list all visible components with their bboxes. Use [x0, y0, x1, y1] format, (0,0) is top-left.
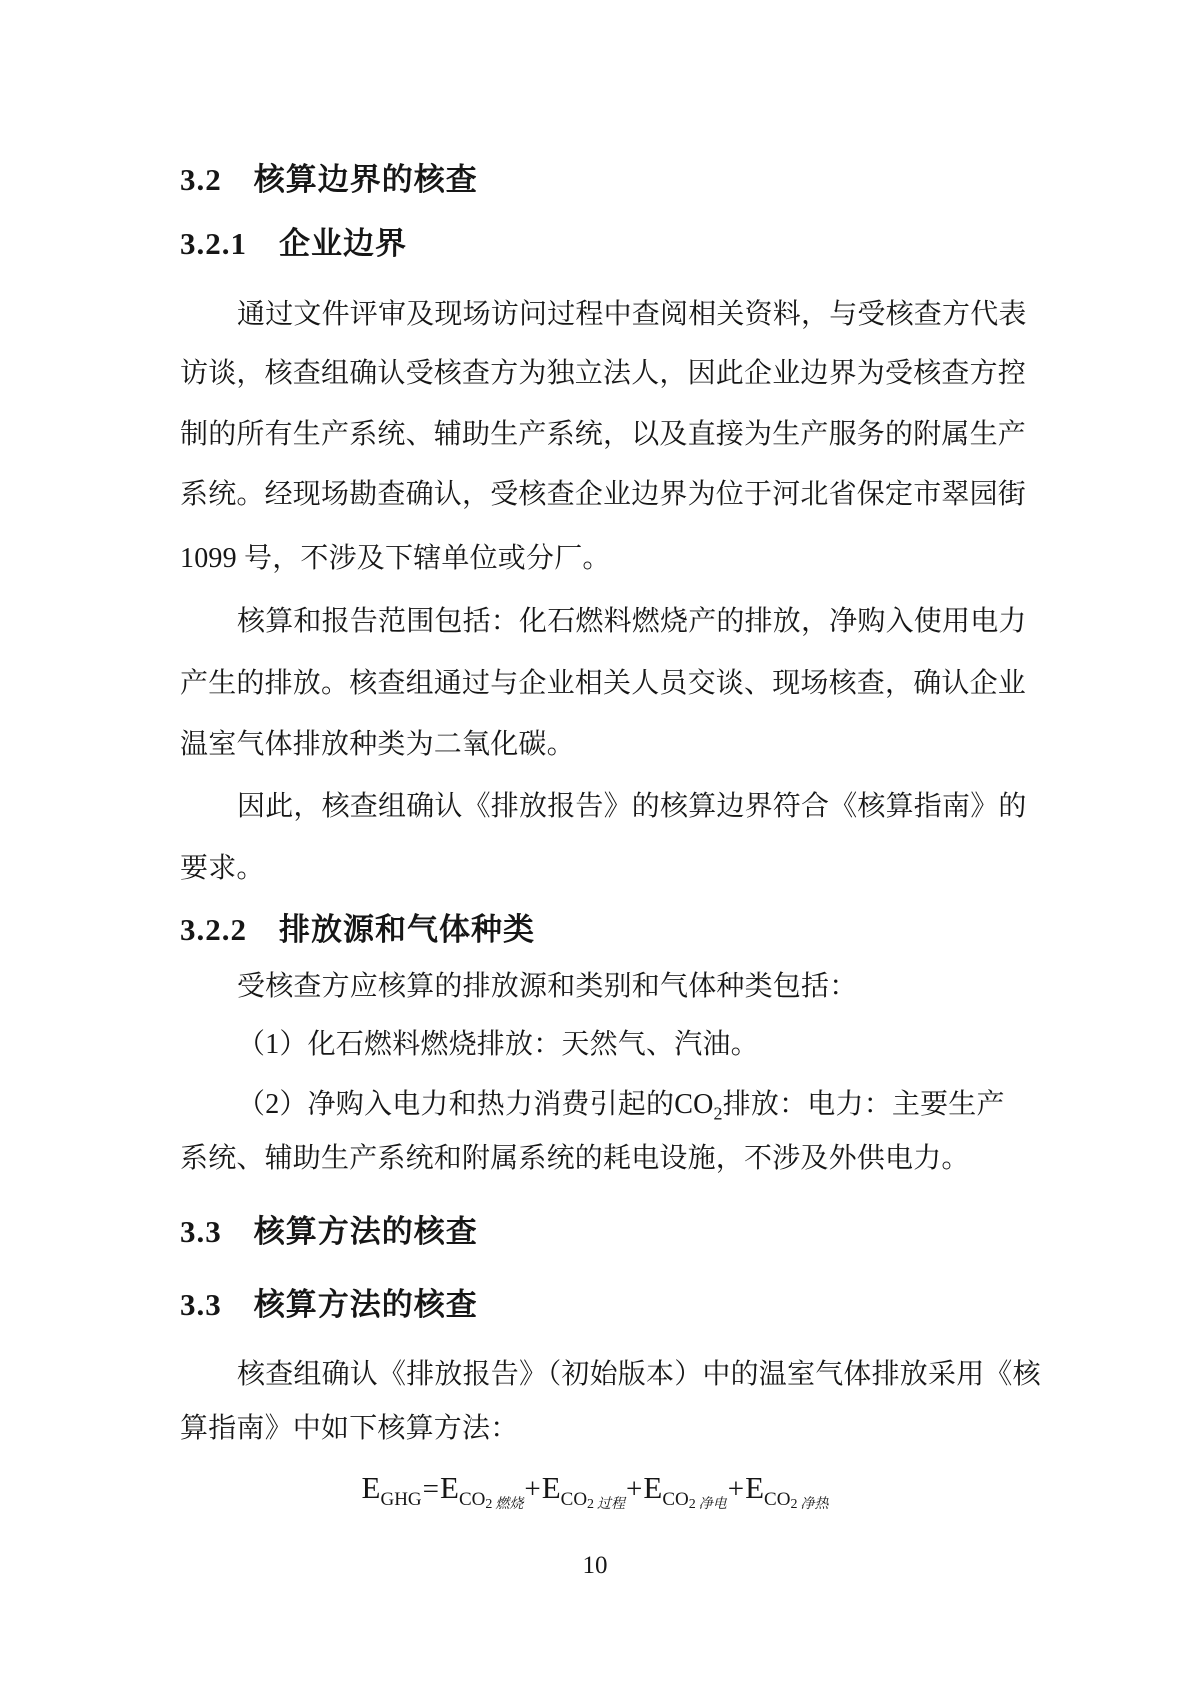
formula-term2-sub: CO — [560, 1489, 588, 1510]
co2-subscript: 2 — [713, 1103, 723, 1124]
formula-term1-base: E — [440, 1470, 459, 1505]
formula-plus3: + — [727, 1473, 745, 1505]
item2-line1-pre: （2）净购入电力和热力消费引起的CO — [237, 1089, 714, 1120]
para2-line2: 产生的排放。核查组通过与企业相关人员交谈、现场核查，确认企业 — [180, 668, 1027, 699]
para5-line2: 算指南》中如下核算方法： — [180, 1413, 519, 1444]
formula-term1-cjk: 燃烧 — [495, 1497, 524, 1512]
para2-line3: 温室气体排放种类为二氧化碳。 — [180, 729, 575, 760]
formula-term3-subnum: 2 — [688, 1497, 696, 1512]
item2-line1-post: 排放：电力：主要生产 — [722, 1089, 1005, 1120]
para1-line4: 系统。经现场勘查确认，受核查企业边界为位于河北省保定市翠园街 — [180, 479, 1027, 510]
formula-plus2: + — [626, 1473, 643, 1505]
item2-line1 — [237, 1087, 1005, 1123]
heading-3-3-first: 3.3 核算方法的核查 — [180, 1214, 478, 1249]
para1-line3: 制的所有生产系统、辅助生产系统，以及直接为生产服务的附属生产 — [180, 419, 1027, 450]
formula-term4-cjk: 净热 — [800, 1497, 829, 1512]
heading-3-3-second: 3.3 核算方法的核查 — [180, 1287, 478, 1322]
formula-term3-cjk: 净电 — [698, 1497, 727, 1512]
formula-term3-sub: CO — [662, 1489, 689, 1510]
formula-term2-subnum: 2 — [587, 1497, 595, 1512]
formula-plus1: + — [524, 1473, 541, 1505]
formula-term3-base: E — [643, 1470, 663, 1505]
formula-term2-base: E — [541, 1470, 561, 1505]
emission-formula — [180, 1470, 1010, 1512]
formula-lhs-sub: GHG — [380, 1489, 422, 1510]
heading-3-2: 3.2 核算边界的核查 — [180, 162, 478, 197]
formula-term4-base: E — [745, 1470, 765, 1505]
para3-line1: 因此，核查组确认《排放报告》的核算边界符合《核算指南》的 — [237, 791, 1027, 822]
heading-3-2-1: 3.2.1 企业边界 — [180, 226, 407, 261]
formula-term1-sub: CO — [458, 1489, 486, 1510]
formula-lhs-base: E — [361, 1470, 381, 1505]
formula-term2-cjk: 过程 — [597, 1497, 626, 1512]
formula-term4-subnum: 2 — [790, 1497, 798, 1512]
heading-3-2-2: 3.2.2 排放源和气体种类 — [180, 912, 535, 947]
item2-line2: 系统、辅助生产系统和附属系统的耗电设施，不涉及外供电力。 — [180, 1143, 970, 1174]
formula-term4-sub: CO — [764, 1489, 791, 1510]
formula-term1-subnum: 2 — [485, 1497, 493, 1512]
item1-line1: （1）化石燃料燃烧排放：天然气、汽油。 — [237, 1029, 759, 1060]
para2-line1: 核算和报告范围包括：化石燃料燃烧产的排放，净购入使用电力 — [237, 606, 1027, 637]
formula-equals: = — [422, 1473, 439, 1505]
para1-line5: 1099 号，不涉及下辖单位或分厂。 — [180, 543, 611, 574]
para1-line2: 访谈，核查组确认受核查方为独立法人，因此企业边界为受核查方控 — [180, 358, 1027, 389]
para1-line1: 通过文件评审及现场访问过程中查阅相关资料，与受核查方代表 — [237, 299, 1027, 330]
para4-line1: 受核查方应核算的排放源和类别和气体种类包括： — [237, 971, 858, 1002]
para5-line1: 核查组确认《排放报告》（初始版本）中的温室气体排放采用《核 — [237, 1359, 1041, 1390]
page-number: 10 — [582, 1552, 608, 1579]
para3-line2: 要求。 — [180, 853, 265, 884]
